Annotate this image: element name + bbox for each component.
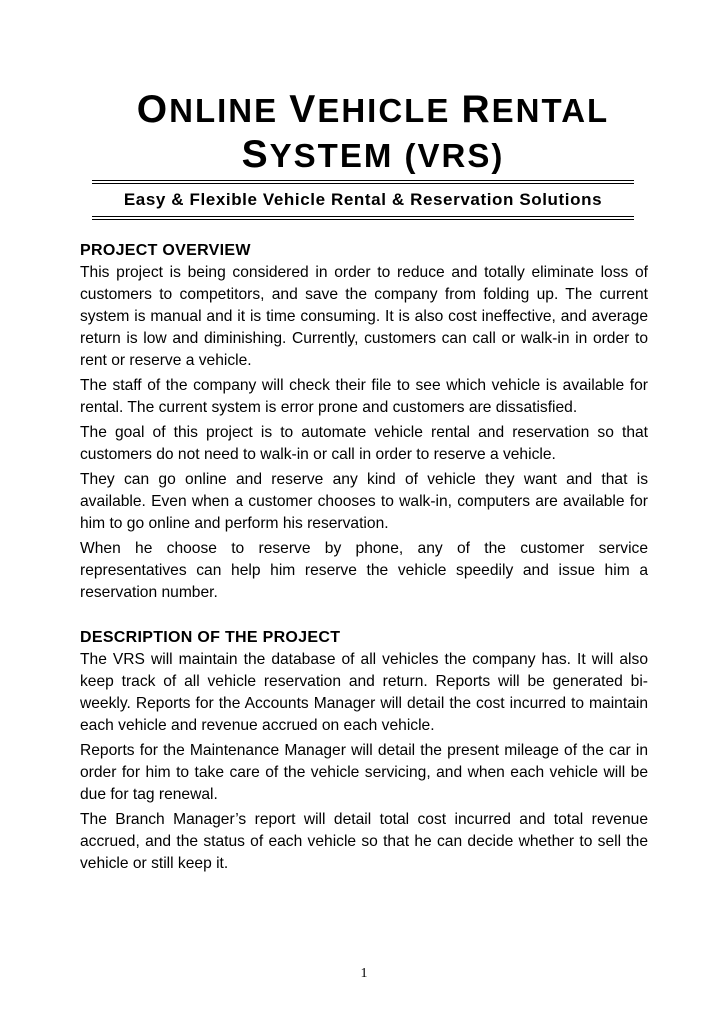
section-heading: DESCRIPTION OF THE PROJECT (80, 629, 341, 646)
subtitle-banner (92, 180, 634, 220)
document-title (78, 88, 668, 178)
paragraph: The staff of the company will check their file to see which vehicle is available for rental. The current system is error prone and customers are dissatisfied. (80, 377, 648, 416)
paragraph: When he choose to reserve by phone, any of the customer service representatives can help him reserve the vehicle speedily and issue him a reservation number. (80, 540, 648, 601)
title-word: RENTAL (461, 88, 610, 131)
bottom-double-rule (92, 216, 634, 220)
paragraph: They can go online and reserve any kind of vehicle they want and that is available. Even when a customer chooses to walk-in, computers are available for him to go online and perform his reservation. (80, 471, 648, 532)
page-number: 1 (360, 966, 368, 981)
section-heading: PROJECT OVERVIEW (80, 242, 251, 259)
section-project-overview (80, 240, 648, 604)
paragraph: This project is being considered in order to reduce and totally eliminate loss of customers to competitors, and save the company from folding up. The current system is manual and it is time consuming. It is also cost ineffective, and average return is low and diminishing. Currently, customers can call or walk-in in order to rent or reserve a vehicle. (80, 264, 648, 369)
title-line-1 (78, 88, 668, 133)
title-word: (VRS) (404, 137, 505, 174)
section-project-description (80, 627, 648, 875)
title-word: SYSTEM (241, 133, 394, 176)
paragraph: The goal of this project is to automate vehicle rental and reservation so that customers do not need to walk-in or call in order to reserve a vehicle. (80, 424, 648, 463)
section-spacer (80, 607, 648, 627)
title-line-2 (78, 133, 668, 178)
paragraph: Reports for the Maintenance Manager will detail the present mileage of the car in order for him to take care of the vehicle servicing, and when each vehicle will be due for tag renewal. (80, 742, 648, 803)
title-word: VEHICLE (289, 88, 451, 131)
document-body (80, 240, 648, 878)
paragraph: The Branch Manager’s report will detail total cost incurred and total revenue accrued, and the status of each vehicle so that he can decide whether to sell the vehicle or still keep it. (80, 811, 648, 872)
subtitle: Easy & Flexible Vehicle Rental & Reservation Solutions (123, 190, 603, 209)
paragraph: The VRS will maintain the database of all vehicles the company has. It will also keep track of all vehicle reservation and return. Reports will be generated bi-weekly. Reports for the Accounts Manager will detail the cost incurred to maintain each vehicle and revenue accrued on each vehicle. (80, 651, 648, 734)
title-word: ONLINE (136, 88, 279, 131)
